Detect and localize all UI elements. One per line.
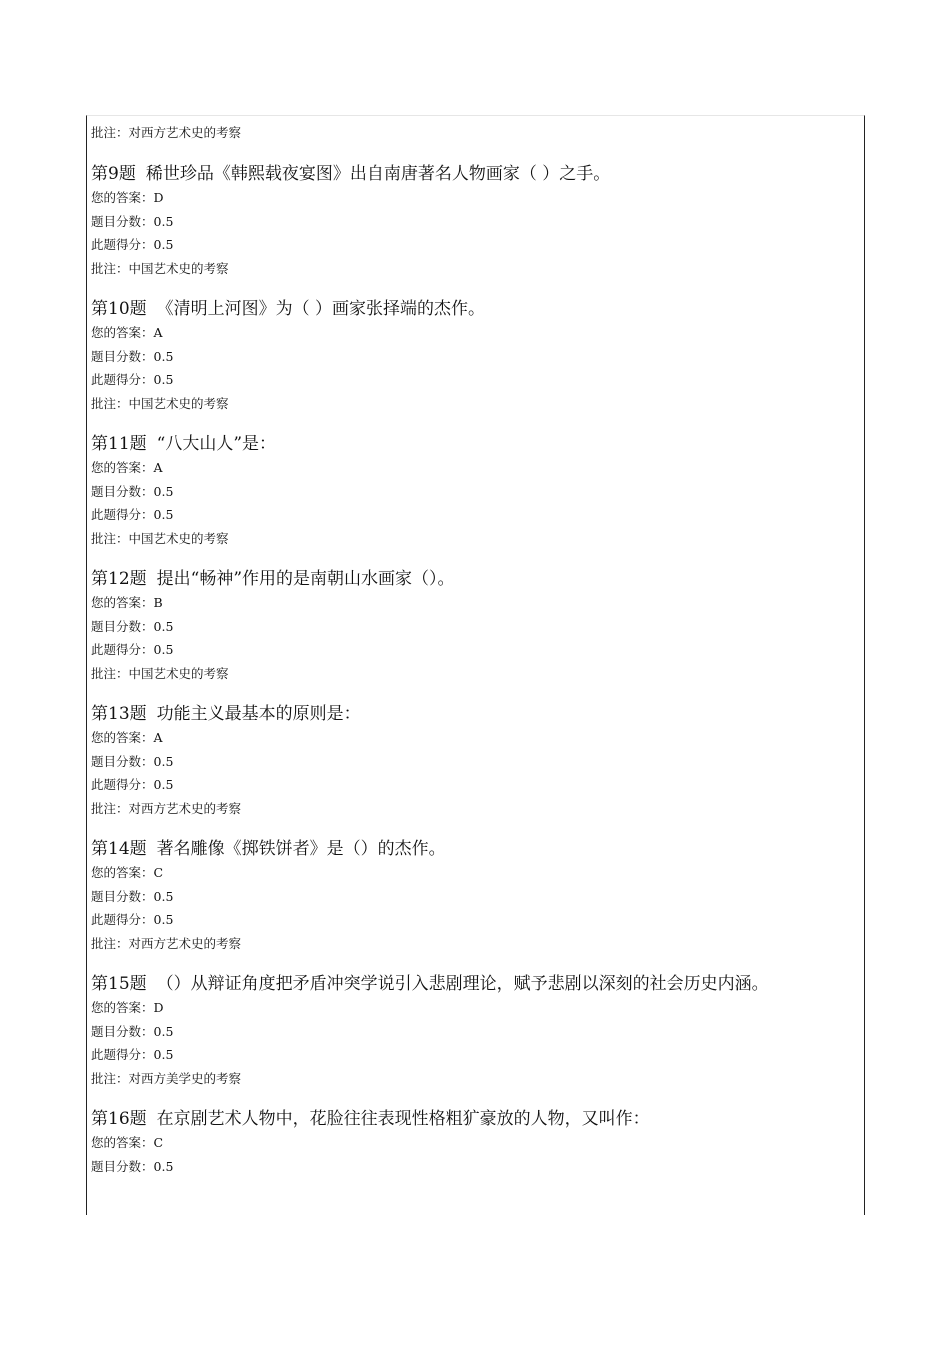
- question-text: 著名雕像《掷铁饼者》是（）的杰作。: [156, 839, 446, 859]
- question-text: 《清明上河图》为（ ）画家张择端的杰作。: [156, 299, 486, 319]
- points-row: [91, 885, 861, 909]
- question-title: [91, 162, 861, 186]
- points-row: [91, 750, 861, 774]
- answer-row: [91, 996, 861, 1020]
- question-text: 稀世珍品《韩熙载夜宴图》出自南唐著名人物画家（ ）之手。: [145, 164, 611, 184]
- note-row: [91, 662, 861, 686]
- answer-value: C: [153, 1135, 164, 1150]
- answer-label: 您的答案：: [91, 865, 154, 880]
- score-label: 此题得分：: [91, 912, 154, 927]
- points-value: 0.5: [153, 888, 174, 904]
- answer-value: A: [153, 460, 163, 475]
- points-label: 题目分数：: [91, 483, 154, 499]
- note-value: 对西方美学史的考察: [128, 1070, 242, 1086]
- answer-value: C: [153, 865, 164, 880]
- score-row: [91, 908, 861, 932]
- note-row: [91, 932, 861, 956]
- points-row: [91, 345, 861, 369]
- question-number: 第14题: [91, 839, 147, 859]
- question-number: 第16题: [91, 1109, 147, 1129]
- score-label: 此题得分：: [91, 507, 154, 522]
- score-value: 0.5: [153, 507, 174, 522]
- note-value: 中国艺术史的考察: [128, 665, 229, 681]
- note-value: 对西方艺术史的考察: [128, 935, 242, 951]
- answer-label: 您的答案：: [91, 190, 154, 205]
- question-title: [91, 432, 861, 456]
- points-value: 0.5: [153, 753, 174, 769]
- answer-row: [91, 591, 861, 615]
- note-value: 中国艺术史的考察: [128, 530, 229, 546]
- question-text: 在京剧艺术人物中，花脸往往表现性格粗犷豪放的人物，又叫作：: [156, 1109, 650, 1129]
- points-value: 0.5: [153, 1023, 174, 1039]
- score-label: 此题得分：: [91, 237, 154, 252]
- score-value: 0.5: [153, 1047, 174, 1062]
- answer-value: A: [153, 325, 163, 340]
- points-label: 题目分数：: [91, 348, 154, 364]
- answer-row: [91, 186, 861, 210]
- question-title: [91, 972, 861, 996]
- score-label: 此题得分：: [91, 777, 154, 792]
- question-number: 第10题: [91, 299, 147, 319]
- answer-label: 您的答案：: [91, 1135, 154, 1150]
- note-value: 中国艺术史的考察: [128, 260, 229, 276]
- score-value: 0.5: [153, 237, 174, 252]
- answer-value: D: [153, 1000, 164, 1015]
- question-number: 第9题: [91, 164, 136, 184]
- question-number: 第12题: [91, 569, 147, 589]
- score-label: 此题得分：: [91, 372, 154, 387]
- points-value: 0.5: [153, 348, 174, 364]
- points-row: [91, 480, 861, 504]
- answer-label: 您的答案：: [91, 460, 154, 475]
- note-row: [91, 392, 861, 416]
- answer-label: 您的答案：: [91, 325, 154, 340]
- quiz-results: [91, 121, 861, 1178]
- score-row: [91, 1043, 861, 1067]
- points-value: 0.5: [153, 618, 174, 634]
- note-row: [91, 527, 861, 551]
- answer-row: [91, 321, 861, 345]
- score-label: 此题得分：: [91, 1047, 154, 1062]
- note-row: [91, 257, 861, 281]
- question-title: [91, 297, 861, 321]
- question-text: 功能主义最基本的原则是：: [156, 704, 361, 724]
- points-row: [91, 1020, 861, 1044]
- question-title: [91, 1107, 861, 1131]
- score-value: 0.5: [153, 372, 174, 387]
- answer-row: [91, 456, 861, 480]
- question-number: 第13题: [91, 704, 147, 724]
- score-row: [91, 368, 861, 392]
- question-text: “八大山人”是：: [156, 434, 277, 454]
- note-label: 批注：: [91, 935, 129, 951]
- answer-value: B: [153, 595, 163, 610]
- points-label: 题目分数：: [91, 618, 154, 634]
- points-label: 题目分数：: [91, 753, 154, 769]
- note-label: 批注：: [91, 395, 129, 411]
- note-value: 中国艺术史的考察: [128, 395, 229, 411]
- note-label: 批注：: [91, 800, 129, 816]
- note-label: 批注：: [91, 530, 129, 546]
- score-value: 0.5: [153, 777, 174, 792]
- points-value: 0.5: [153, 213, 174, 229]
- question-title: [91, 567, 861, 591]
- points-label: 题目分数：: [91, 888, 154, 904]
- score-row: [91, 233, 861, 257]
- question-text: 提出“畅神”作用的是南朝山水画家（）。: [156, 569, 455, 589]
- points-label: 题目分数：: [91, 1023, 154, 1039]
- note-label: 批注：: [91, 665, 129, 681]
- score-value: 0.5: [153, 912, 174, 927]
- answer-label: 您的答案：: [91, 595, 154, 610]
- question-number: 第15题: [91, 974, 147, 994]
- answer-row: [91, 1131, 861, 1155]
- score-row: [91, 638, 861, 662]
- note-label: 批注：: [91, 260, 129, 276]
- question-title: [91, 702, 861, 726]
- score-row: [91, 503, 861, 527]
- question-number: 第11题: [91, 434, 147, 454]
- answer-row: [91, 726, 861, 750]
- points-row: [91, 1155, 861, 1179]
- points-row: [91, 210, 861, 234]
- note-label: 批注：: [91, 1070, 129, 1086]
- score-row: [91, 773, 861, 797]
- points-value: 0.5: [153, 1158, 174, 1174]
- note-row: [91, 1067, 861, 1091]
- top-note: 批注：对西方艺术史的考察: [91, 125, 242, 140]
- question-title: [91, 837, 861, 861]
- answer-label: 您的答案：: [91, 730, 154, 745]
- answer-value: A: [153, 730, 163, 745]
- question-text: （）从辩证角度把矛盾冲突学说引入悲剧理论，赋予悲剧以深刻的社会历史内涵。: [156, 974, 769, 994]
- answer-label: 您的答案：: [91, 1000, 154, 1015]
- points-label: 题目分数：: [91, 1158, 154, 1174]
- score-value: 0.5: [153, 642, 174, 657]
- points-label: 题目分数：: [91, 213, 154, 229]
- answer-row: [91, 861, 861, 885]
- note-value: 对西方艺术史的考察: [128, 800, 242, 816]
- points-value: 0.5: [153, 483, 174, 499]
- score-label: 此题得分：: [91, 642, 154, 657]
- answer-value: D: [153, 190, 164, 205]
- note-row: [91, 797, 861, 821]
- points-row: [91, 615, 861, 639]
